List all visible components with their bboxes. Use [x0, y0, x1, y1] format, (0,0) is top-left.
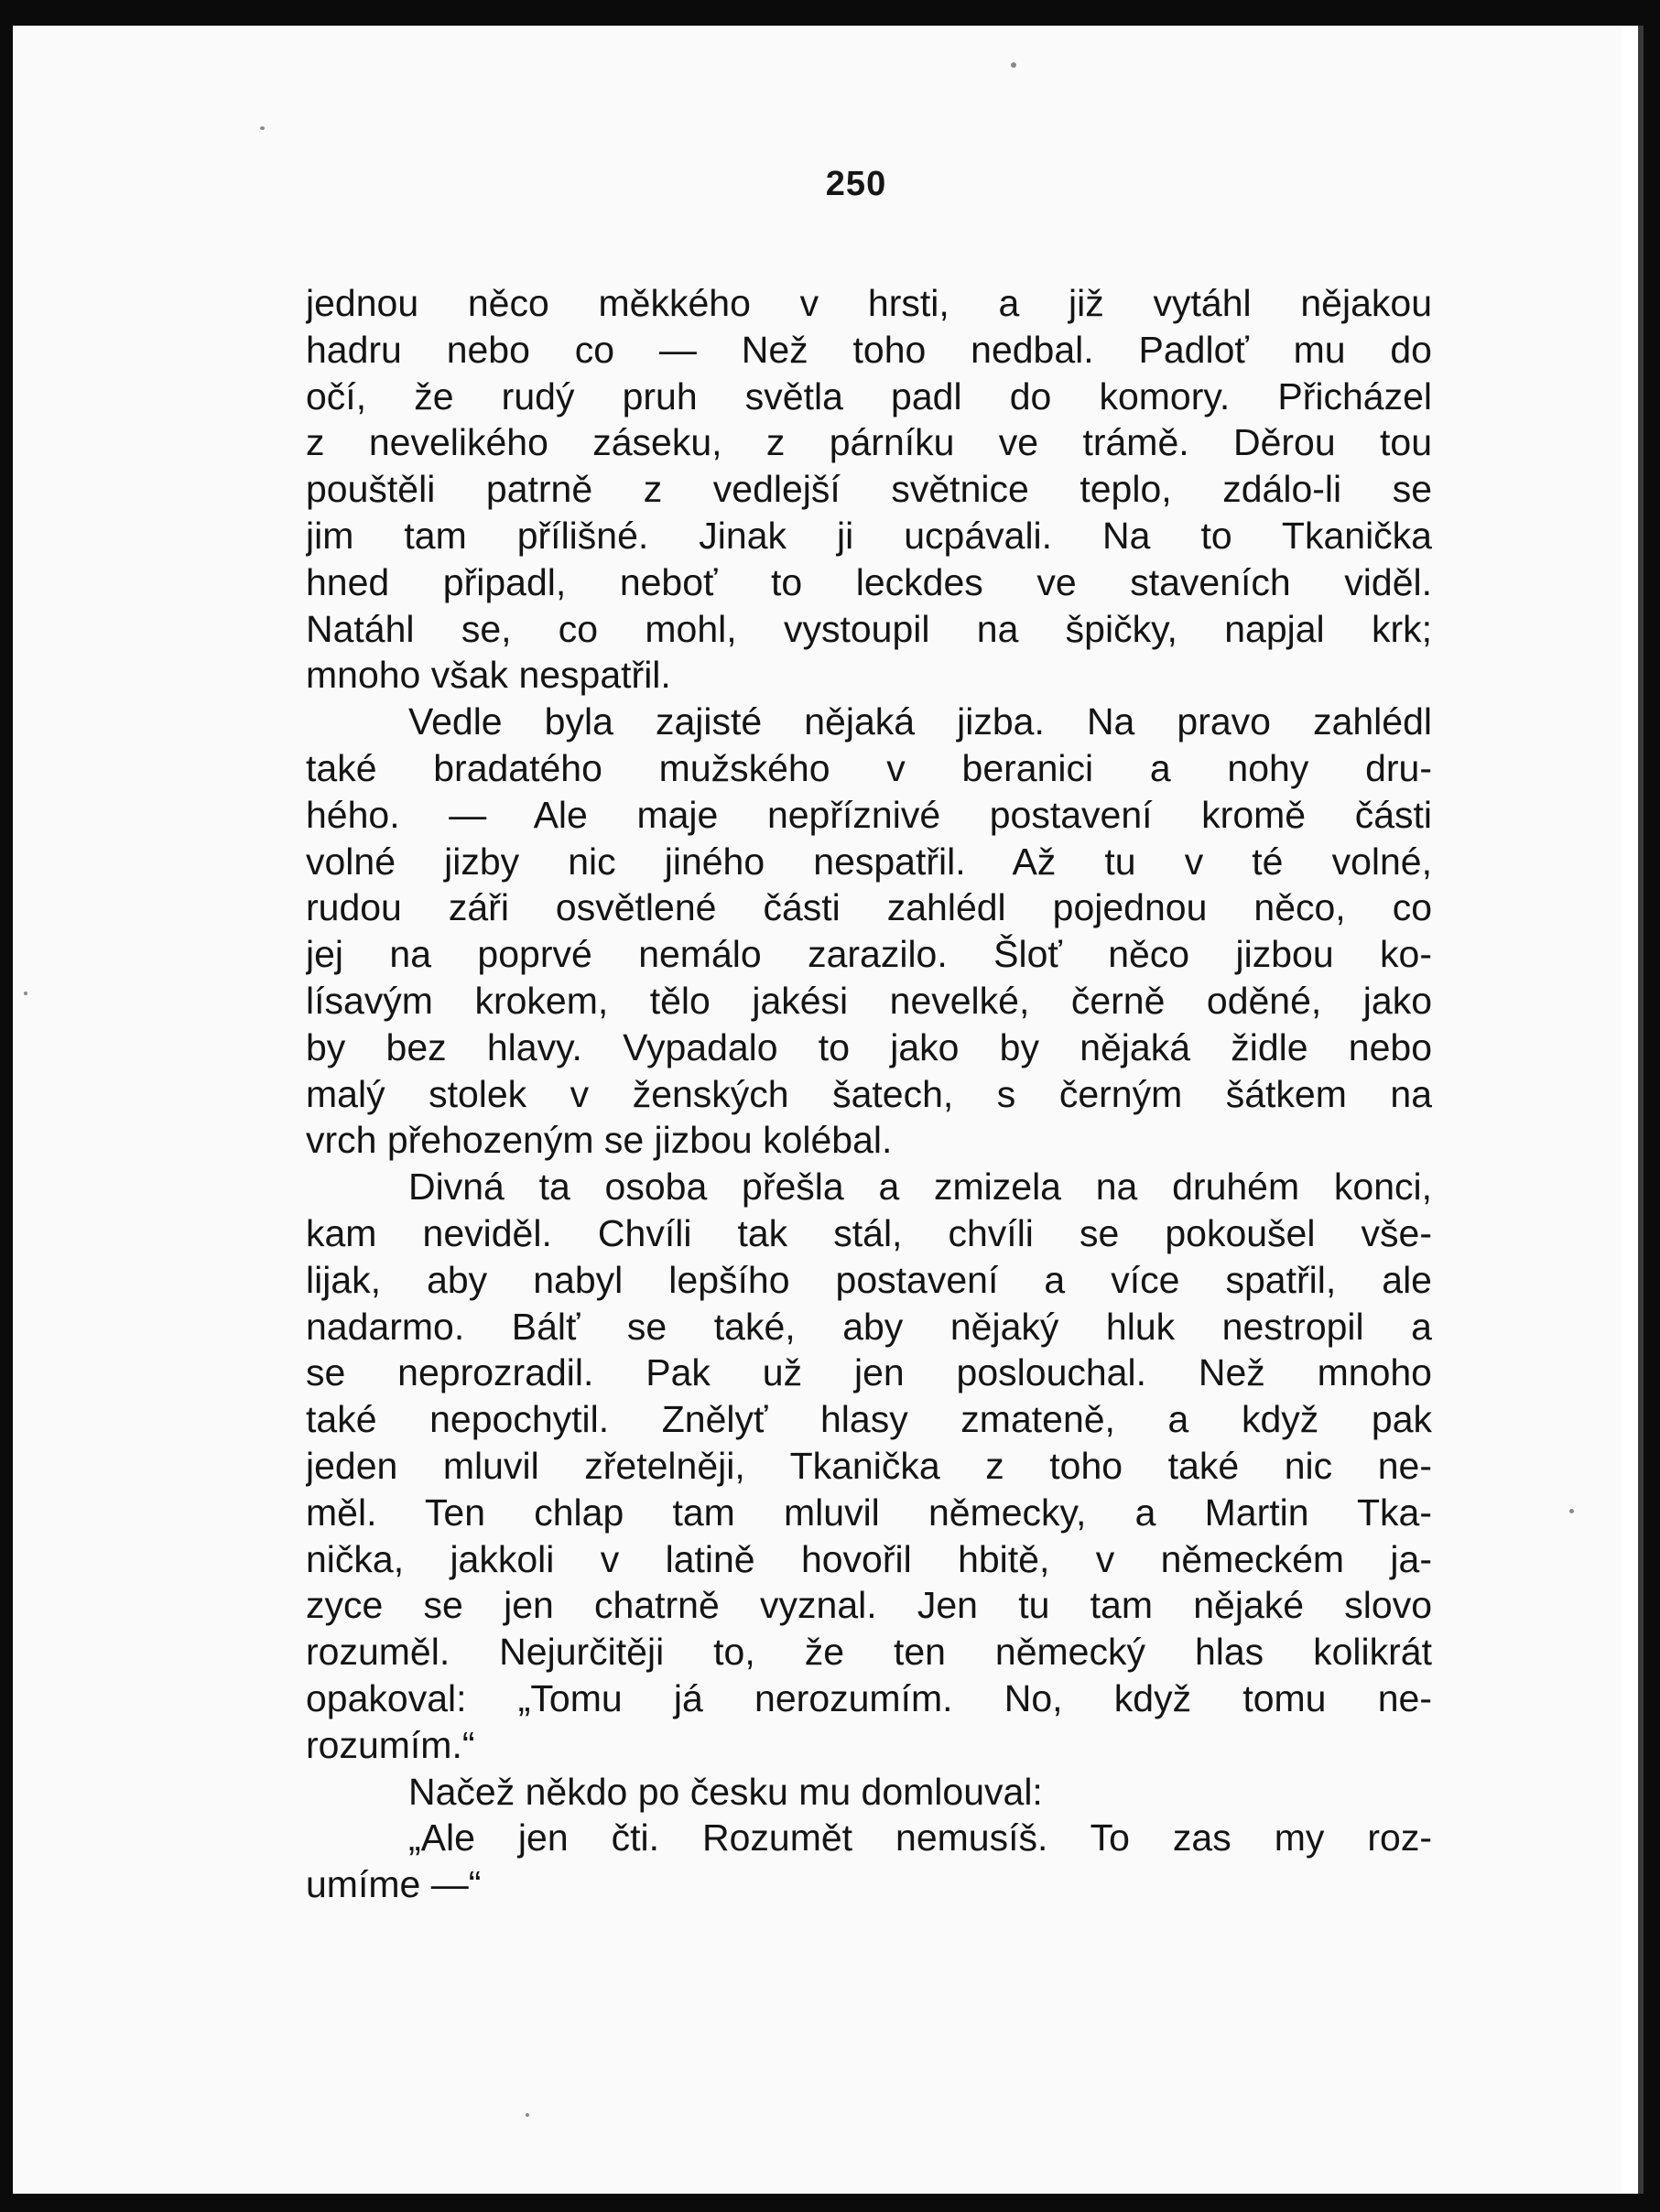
scan-border-top	[0, 0, 1660, 26]
text-line: z nevelikého záseku, z párníku ve trámě. Děrou tou	[306, 421, 1432, 464]
text-line: zyce se jen chatrně vyznal. Jen tu tam nějaké slovo	[306, 1584, 1432, 1627]
text-line: mnoho však nespatřil.	[306, 654, 671, 697]
text-line: umíme —“	[306, 1863, 482, 1906]
text-line: rozumím.“	[306, 1723, 475, 1766]
text-line: hadru nebo co — Než toho nedbal. Padloť mu do	[306, 328, 1432, 371]
scan-border-bottom	[0, 2194, 1660, 2212]
text-line: jej na poprvé nemálo zarazilo. Šloť něco jizbou ko-	[306, 933, 1432, 976]
text-line: kam neviděl. Chvíli tak stál, chvíli se pokoušel vše-	[306, 1211, 1432, 1254]
text-line: Vedle byla zajisté nějaká jizba. Na pravo zahlédl	[408, 700, 1432, 743]
scan-border-right	[1644, 0, 1660, 2212]
text-line: malý stolek v ženských šatech, s černým šátkem na	[306, 1072, 1432, 1115]
text-line: rozuměl. Nejurčitěji to, že ten německý hlas kolikrát	[306, 1631, 1432, 1674]
text-line: opakoval: „Tomu já nerozumím. No, když tomu ne-	[306, 1676, 1432, 1719]
scan-speck	[1011, 62, 1016, 68]
text-line: jim tam přílišné. Jinak ji ucpávali. Na to Tkanička	[306, 514, 1432, 557]
text-line: Natáhl se, co mohl, vystoupil na špičky, napjal krk;	[306, 607, 1432, 650]
scan-speck	[1569, 1509, 1574, 1513]
text-line: by bez hlavy. Vypadalo to jako by nějaká židle nebo	[306, 1025, 1432, 1068]
page-number: 250	[825, 165, 887, 203]
text-line: nadarmo. Bálť se také, aby nějaký hluk nestropil a	[306, 1305, 1432, 1348]
text-line: také bradatého mužského v beranici a nohy dru-	[306, 746, 1432, 789]
scan-speck	[260, 126, 265, 130]
scan-border-left	[0, 0, 13, 2212]
text-line: očí, že rudý pruh světla padl do komory. Přicházel	[306, 374, 1432, 417]
body-text	[306, 280, 1432, 1908]
text-line: lijak, aby nabyl lepšího postavení a více spatřil, ale	[306, 1258, 1432, 1301]
text-line: Divná ta osoba přešla a zmizela na druhém konci,	[408, 1166, 1432, 1209]
text-line: jednou něco měkkého v hrsti, a již vytáhl nějakou	[306, 282, 1432, 324]
text-line: volné jizby nic jiného nespatřil. Až tu v té volné,	[306, 840, 1432, 883]
scan-border-right-shadow	[1638, 26, 1644, 2212]
text-line: „Ale jen čti. Rozumět nemusíš. To zas my roz-	[408, 1816, 1432, 1860]
text-line: nička, jakkoli v latině hovořil hbitě, v německém ja-	[306, 1537, 1432, 1580]
text-line: hned připadl, neboť to leckdes ve staveních viděl.	[306, 560, 1432, 603]
scan-speck	[526, 2113, 529, 2117]
text-line: rudou záři osvětlené části zahlédl pojednou něco, co	[306, 886, 1432, 929]
text-line: hého. — Ale maje nepříznivé postavení kromě části	[306, 793, 1432, 836]
text-line: měl. Ten chlap tam mluvil německy, a Martin Tka-	[306, 1491, 1432, 1534]
text-line: se neprozradil. Pak už jen poslouchal. Než mnoho	[306, 1351, 1432, 1394]
text-line: Načež někdo po česku mu domlouval:	[408, 1770, 1043, 1813]
text-line: jeden mluvil zřetelněji, Tkanička z toho také nic ne-	[306, 1444, 1432, 1487]
text-line: také nepochytil. Znělyť hlasy zmateně, a když pak	[306, 1398, 1432, 1441]
text-line: vrch přehozeným se jizbou kolébal.	[306, 1119, 893, 1162]
scan-speck	[24, 992, 27, 995]
text-line: pouštěli patrně z vedlejší světnice teplo, zdálo-li se	[306, 468, 1432, 511]
text-line: lísavým krokem, tělo jakési nevelké, černě oděné, jako	[306, 979, 1432, 1022]
